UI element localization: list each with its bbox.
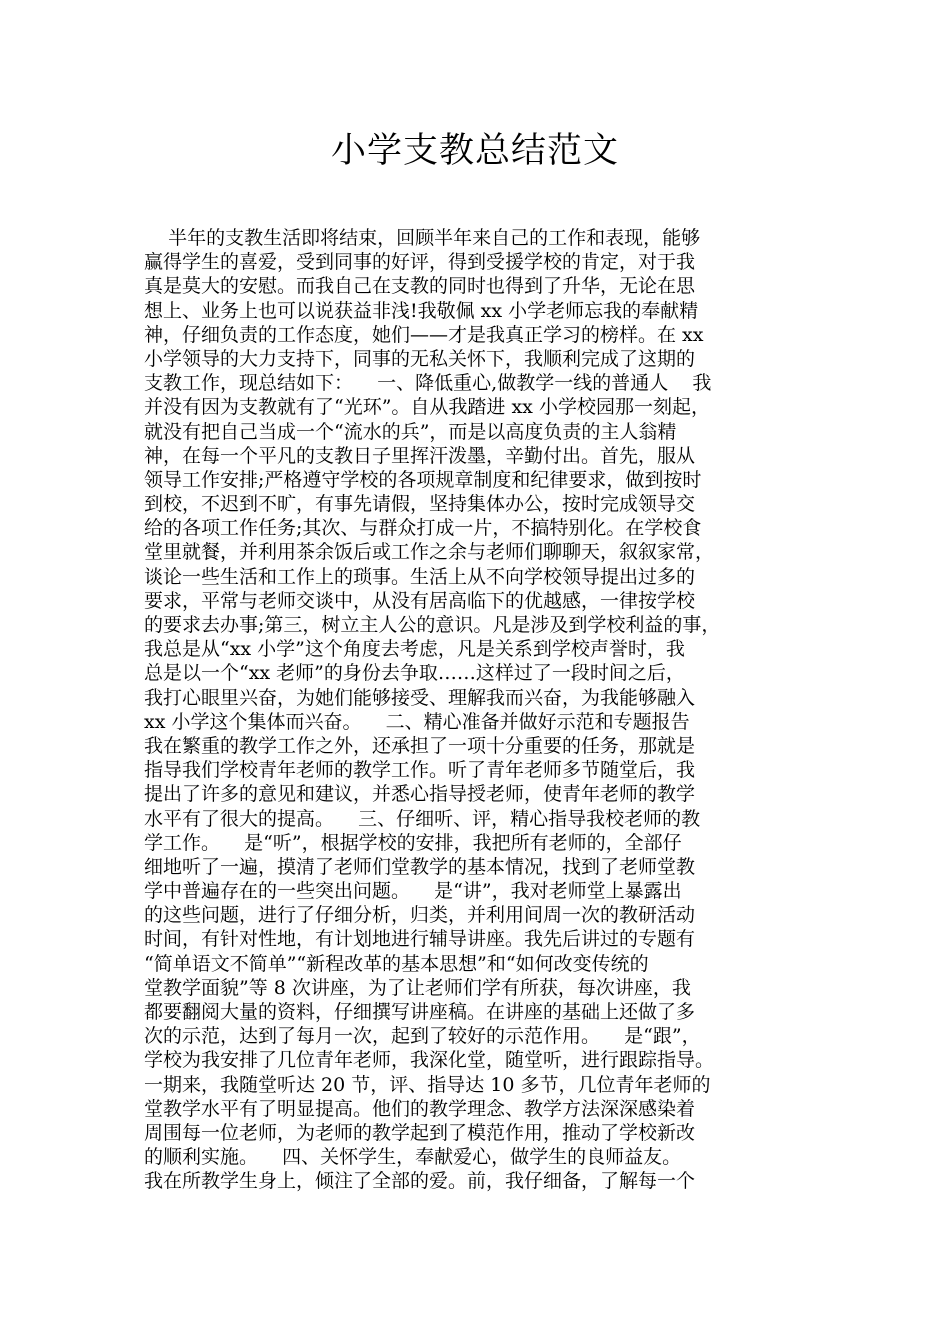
body-line: 提出了许多的意见和建议，并悉心指导授老师，使青年老师的教学 <box>144 783 696 806</box>
body-line: 周围每一位老师，为老师的教学起到了模范作用，推动了学校新改 <box>144 1121 696 1144</box>
body-line: 就没有把自己当成一个“流水的兵”，而是以高度负责的主人翁精 <box>144 420 677 443</box>
body-line: 神，仔细负责的工作态度，她们——才是我真正学习的榜样。在 xx <box>144 323 704 346</box>
document-body <box>144 226 824 1194</box>
body-line: 要求，平常与老师交谈中，从没有居高临下的优越感，一律按学校 <box>144 589 696 612</box>
body-line: 次的示范，达到了每月一次，起到了较好的示范作用。 是“跟”， <box>144 1025 701 1048</box>
body-line: 的要求去办事;第三，树立主人公的意识。凡是涉及到学校利益的事， <box>144 614 721 636</box>
body-line: “简单语文不简单”“新程改革的基本思想”和“如何改变传统的 <box>144 952 649 975</box>
body-line: 时间，有针对性地，有计划地进行辅导讲座。我先后讲过的专题有 <box>144 928 696 951</box>
body-line: 学工作。 是“听”，根据学校的安排，我把所有老师的，全部仔 <box>144 831 682 854</box>
body-line: 赢得学生的喜爱，受到同事的好评，得到受援学校的肯定，对于我 <box>144 251 696 274</box>
body-line: 学校为我安排了几位青年老师，我深化堂，随堂听，进行跟踪指导。 <box>144 1049 715 1072</box>
body-line: 领导工作安排;严格遵守学校的各项规章制度和纪律要求，做到按时 <box>144 468 702 491</box>
body-line: 学中普遍存在的一些突出问题。 是“讲”，我对老师堂上暴露出 <box>144 880 682 903</box>
body-line: 的这些问题，进行了仔细分析，归类，并利用间周一次的教研活动 <box>144 904 696 927</box>
body-line: 并没有因为支教就有了“光环”。自从我踏进 xx 小学校园那一刻起， <box>144 396 710 419</box>
body-line: 小学领导的大力支持下，同事的无私关怀下，我顺利完成了这期的 <box>144 347 696 370</box>
body-line: 一期来，我随堂听达 20 节，评、指导达 10 多节，几位青年老师的 <box>144 1073 711 1096</box>
body-line: 细地听了一遍，摸清了老师们堂教学的基本情况，找到了老师堂教 <box>144 855 696 878</box>
body-line: 真是莫大的安慰。而我自己在支教的同时也得到了升华，无论在思 <box>144 275 696 298</box>
body-line: 半年的支教生活即将结束，回顾半年来自己的工作和表现，能够 <box>144 227 701 249</box>
body-line: 神，在每一个平凡的支教日子里挥汗泼墨，辛勤付出。首先，服从 <box>144 444 696 467</box>
body-line: 总是以一个“xx 老师”的身份去争取……这样过了一段时间之后， <box>144 662 685 685</box>
body-line: 我打心眼里兴奋，为她们能够接受、理解我而兴奋，为我能够融入 <box>144 686 696 709</box>
body-line: 堂教学面貌”等 8 次讲座，为了让老师们学有所获，每次讲座，我 <box>144 976 691 999</box>
body-line: 想上、业务上也可以说获益非浅!我敬佩 xx 小学老师忘我的奉献精 <box>144 299 699 322</box>
body-line: 指导我们学校青年老师的教学工作。听了青年老师多节随堂后，我 <box>144 759 696 782</box>
body-line: 我在所教学生身上，倾注了全部的爱。前，我仔细备，了解每一个 <box>144 1170 696 1193</box>
body-line: xx 小学这个集体而兴奋。 二、精心准备并做好示范和专题报告 <box>144 710 690 733</box>
body-line: 谈论一些生活和工作上的琐事。生活上从不向学校领导提出过多的 <box>144 565 696 588</box>
body-line: 给的各项工作任务;其次、与群众打成一片，不搞特别化。在学校食 <box>144 517 702 540</box>
body-line: 的顺利实施。 四、关怀学生，奉献爱心，做学生的良师益友。 <box>144 1146 682 1169</box>
body-line: 支教工作，现总结如下： 一、降低重心,做教学一线的普通人 我 <box>144 372 712 395</box>
body-line: 都要翻阅大量的资料，仔细撰写讲座稿。在讲座的基础上还做了多 <box>144 1001 696 1023</box>
body-line: 堂教学水平有了明显提高。他们的教学理念、教学方法深深感染着 <box>144 1097 696 1120</box>
body-line: 水平有了很大的提高。 三、仔细听、评，精心指导我校老师的教 <box>144 807 701 830</box>
body-line: 我总是从“xx 小学”这个角度去考虑，凡是关系到学校声誉时，我 <box>144 638 685 661</box>
body-line: 到校，不迟到不旷，有事先请假，坚持集体办公，按时完成领导交 <box>144 493 696 516</box>
body-line: 我在繁重的教学工作之外，还承担了一项十分重要的任务，那就是 <box>144 734 696 757</box>
body-line: 堂里就餐，并利用茶余饭后或工作之余与老师们聊聊天，叙叙家常， <box>144 541 715 564</box>
document-title: 小学支教总结范文 <box>330 131 619 171</box>
